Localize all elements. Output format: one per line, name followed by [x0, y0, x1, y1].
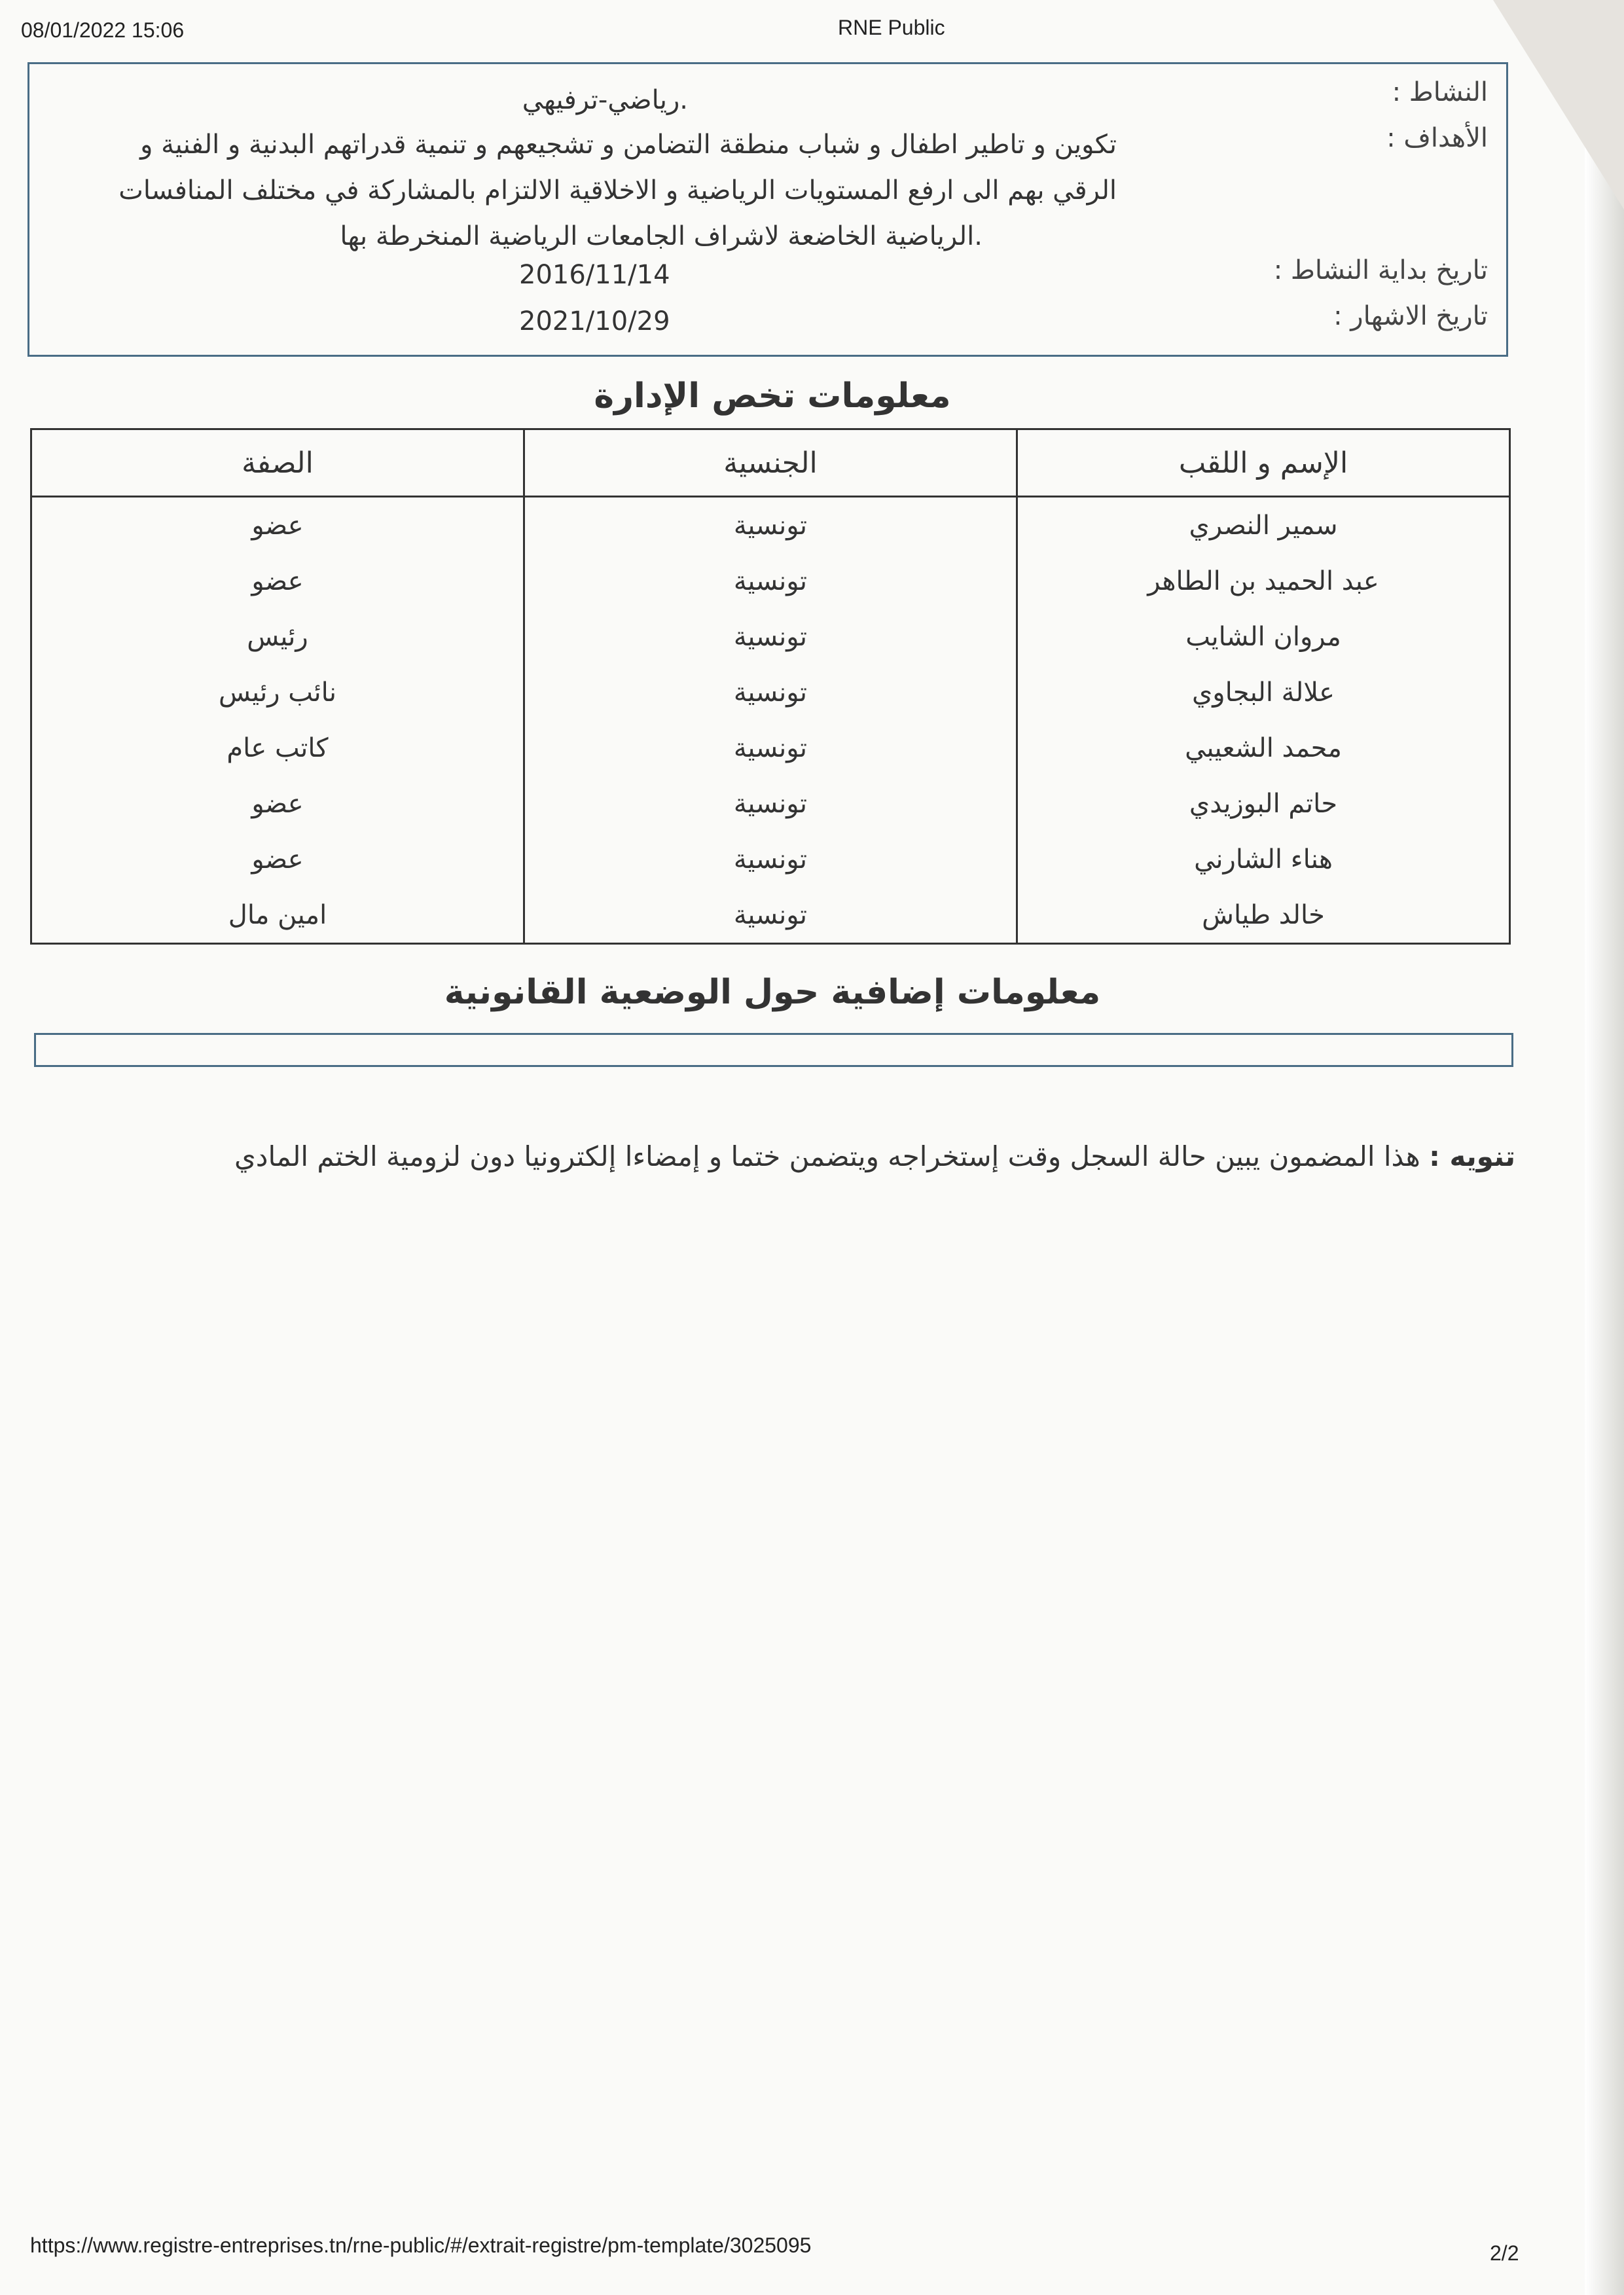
table-header-row — [31, 429, 1510, 497]
member-nationality: تونسية — [524, 664, 1017, 720]
objectives-text — [43, 122, 1117, 259]
publication-date-label: تاريخ الاشهار : — [1333, 301, 1488, 331]
member-nationality: تونسية — [524, 497, 1017, 554]
activity-value: .رياضي-ترفيهي — [522, 85, 688, 115]
folded-corner — [1493, 0, 1624, 209]
member-role: امين مال — [31, 887, 524, 944]
member-name: محمد الشعيبي — [1017, 720, 1510, 776]
note-label: تنويه : — [1429, 1140, 1515, 1172]
member-nationality: تونسية — [524, 553, 1017, 609]
activity-label: النشاط : — [1392, 77, 1488, 107]
objectives-line-1: تكوين و تاطير اطفال و شباب منطقة التضامن و تشجيعهم و تنمية قدراتهم البدنية و الفنية و — [140, 130, 1117, 160]
start-date-label: تاريخ بداية النشاط : — [1273, 255, 1488, 285]
member-name: عبد الحميد بن الطاهر — [1017, 553, 1510, 609]
member-nationality: تونسية — [524, 609, 1017, 664]
table-row — [31, 887, 1510, 944]
legal-status-box — [34, 1033, 1513, 1067]
table-row — [31, 720, 1510, 776]
member-name: مروان الشايب — [1017, 609, 1510, 664]
print-site-title: RNE Public — [838, 16, 945, 39]
print-url: https://www.registre-entreprises.tn/rne-public/#/extrait-registre/pm-template/3025095 — [30, 2233, 812, 2257]
table-row — [31, 664, 1510, 720]
column-header-nationality: الجنسية — [524, 429, 1017, 497]
member-role: عضو — [31, 831, 524, 887]
member-role: نائب رئيس — [31, 664, 524, 720]
publication-date-value: 2021/10/29 — [519, 306, 670, 336]
member-role: عضو — [31, 776, 524, 831]
member-name: خالد طياش — [1017, 887, 1510, 944]
member-name: حاتم البوزيدي — [1017, 776, 1510, 831]
note-text: هذا المضمون يبين حالة السجل وقت إستخراجه ويتضمن ختما و إمضاءا إلكترونيا دون لزومية الختم المادي — [234, 1140, 1420, 1172]
objectives-line-2: الرقي بهم الى ارفع المستويات الرياضية و الاخلاقية الالتزام بالمشاركة في مختلف المنافسات — [118, 175, 1117, 206]
page-edge-shadow — [1585, 0, 1624, 2295]
table-row — [31, 553, 1510, 609]
table-row — [31, 831, 1510, 887]
objectives-line-3: .الرياضية الخاضعة لاشراف الجامعات الرياضية المنخرطة بها — [340, 221, 983, 251]
member-nationality: تونسية — [524, 776, 1017, 831]
member-nationality: تونسية — [524, 887, 1017, 944]
member-name: سمير النصري — [1017, 497, 1510, 554]
column-header-role: الصفة — [31, 429, 524, 497]
management-title: معلومات تخص الإدارة — [594, 376, 951, 416]
column-header-name: الإسم و اللقب — [1017, 429, 1510, 497]
table-row — [31, 776, 1510, 831]
member-role: رئيس — [31, 609, 524, 664]
member-name: هناء الشارني — [1017, 831, 1510, 887]
table-row — [31, 497, 1510, 554]
print-page-number: 2/2 — [1490, 2241, 1519, 2265]
member-nationality: تونسية — [524, 720, 1017, 776]
member-name: علالة البجاوي — [1017, 664, 1510, 720]
member-role: كاتب عام — [31, 720, 524, 776]
disclaimer-note — [234, 1140, 1515, 1172]
print-datetime: 08/01/2022 15:06 — [21, 18, 185, 42]
legal-status-title: معلومات إضافية حول الوضعية القانونية — [444, 973, 1101, 1012]
table-row — [31, 609, 1510, 664]
management-table — [30, 428, 1511, 945]
member-role: عضو — [31, 553, 524, 609]
start-date-value: 2016/11/14 — [519, 260, 670, 290]
member-nationality: تونسية — [524, 831, 1017, 887]
member-role: عضو — [31, 497, 524, 554]
objectives-label: الأهداف : — [1386, 123, 1488, 153]
